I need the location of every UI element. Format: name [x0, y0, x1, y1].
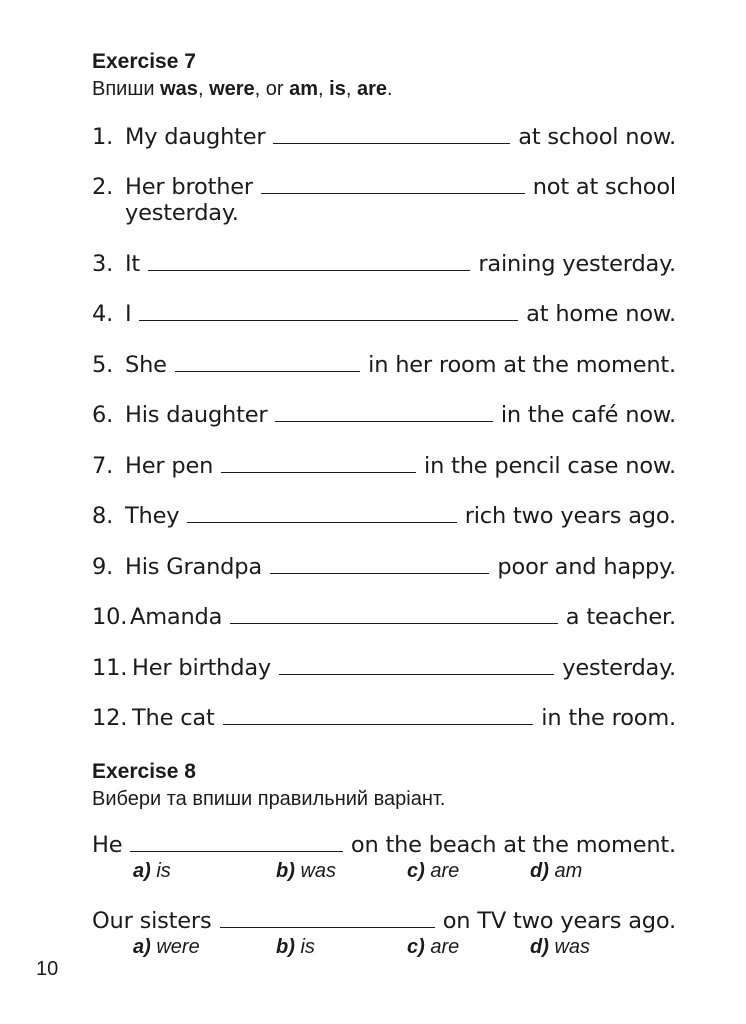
answer-blank[interactable] — [273, 125, 510, 144]
exercise-item — [92, 554, 676, 580]
item-text-after: in the room. — [541, 705, 676, 731]
answer-blank[interactable] — [148, 252, 470, 271]
item-number: 5. — [92, 352, 114, 378]
item-text-after: poor and happy. — [497, 554, 676, 580]
exercise-item — [92, 352, 676, 378]
answer-blank[interactable] — [221, 454, 416, 473]
exercise-item — [92, 453, 676, 479]
answer-blank[interactable] — [279, 656, 554, 675]
item-number: 12. — [92, 705, 128, 731]
item-text-after: in her room at the moment. — [368, 352, 676, 378]
exercise-8-instruction: Вибери та впиши правильний варіант. — [92, 788, 446, 810]
option-d[interactable]: d) am — [530, 860, 583, 882]
item-text-after: at home now. — [526, 301, 676, 327]
answer-blank[interactable] — [223, 706, 534, 725]
item-text-after: rich two years ago. — [464, 503, 676, 529]
item-text-before: They — [125, 503, 180, 529]
answer-blank[interactable] — [139, 302, 518, 321]
item-text-before: It — [125, 251, 141, 277]
exercise-item — [92, 655, 676, 681]
exercise-7-title: Exercise 7 — [92, 50, 196, 73]
exercise-7-instruction: Впиши was, were, or am, is, are. — [92, 78, 393, 100]
exercise-item — [92, 402, 676, 428]
item-number: 7. — [92, 453, 114, 479]
option-a[interactable]: a) is — [133, 860, 171, 882]
option-d[interactable]: d) was — [530, 936, 591, 958]
item-number: 6. — [92, 402, 114, 428]
answer-blank[interactable] — [175, 353, 360, 372]
item-number: 1. — [92, 124, 114, 150]
exercise-item — [92, 174, 676, 200]
item-text-before: Her brother — [125, 174, 253, 200]
item-text-after: in the café now. — [500, 402, 676, 428]
answer-blank[interactable] — [187, 504, 456, 523]
item-text-before: The cat — [132, 705, 215, 731]
item-number: 8. — [92, 503, 114, 529]
item-number: 3. — [92, 251, 114, 277]
exercise-item — [92, 124, 676, 150]
answer-blank[interactable] — [270, 555, 489, 574]
exercise-item — [92, 503, 676, 529]
item-text-before: My daughter — [125, 124, 266, 150]
item-number: 9. — [92, 554, 114, 580]
option-b[interactable]: b) was — [276, 860, 337, 882]
exercise-item — [92, 251, 676, 277]
item-text-after: raining yesterday. — [478, 251, 676, 277]
answer-blank[interactable] — [275, 403, 492, 422]
exercise-8-title: Exercise 8 — [92, 760, 196, 783]
question-text-before: He — [92, 832, 123, 858]
item-text-after: in the pencil case now. — [424, 453, 676, 479]
item-number: 2. — [92, 174, 114, 200]
item-text-after: not at school — [532, 174, 676, 200]
item-text-before: His daughter — [125, 402, 268, 428]
item-text-before: Her pen — [125, 453, 214, 479]
choice-question — [92, 908, 676, 934]
option-c[interactable]: c) are — [407, 860, 460, 882]
item-text-after: yesterday. — [562, 655, 676, 681]
exercise-item — [92, 604, 676, 630]
item-number: 11. — [92, 655, 128, 681]
item-text-before: Amanda — [130, 604, 223, 630]
answer-blank[interactable] — [130, 833, 343, 852]
exercise-item — [92, 301, 676, 327]
item-text-before: His Grandpa — [125, 554, 262, 580]
option-b[interactable]: b) is — [276, 936, 315, 958]
question-text-after: on the beach at the moment. — [350, 832, 676, 858]
exercise-item — [92, 705, 676, 731]
item-continuation: yesterday. — [125, 200, 239, 226]
item-number: 4. — [92, 301, 114, 327]
page-number: 10 — [36, 958, 59, 980]
option-a[interactable]: a) were — [133, 936, 200, 958]
question-text-before: Our sisters — [92, 908, 212, 934]
choice-question — [92, 832, 676, 858]
item-text-after: a teacher. — [565, 604, 676, 630]
answer-blank[interactable] — [220, 909, 435, 928]
answer-blank[interactable] — [230, 605, 558, 624]
answer-blank[interactable] — [261, 175, 525, 194]
item-text-before: Her birthday — [132, 655, 272, 681]
item-number: 10. — [92, 604, 128, 630]
option-c[interactable]: c) are — [407, 936, 460, 958]
item-text-after: at school now. — [518, 124, 676, 150]
question-text-after: on TV two years ago. — [442, 908, 676, 934]
item-text-before: She — [125, 352, 167, 378]
item-text-before: I — [125, 301, 132, 327]
